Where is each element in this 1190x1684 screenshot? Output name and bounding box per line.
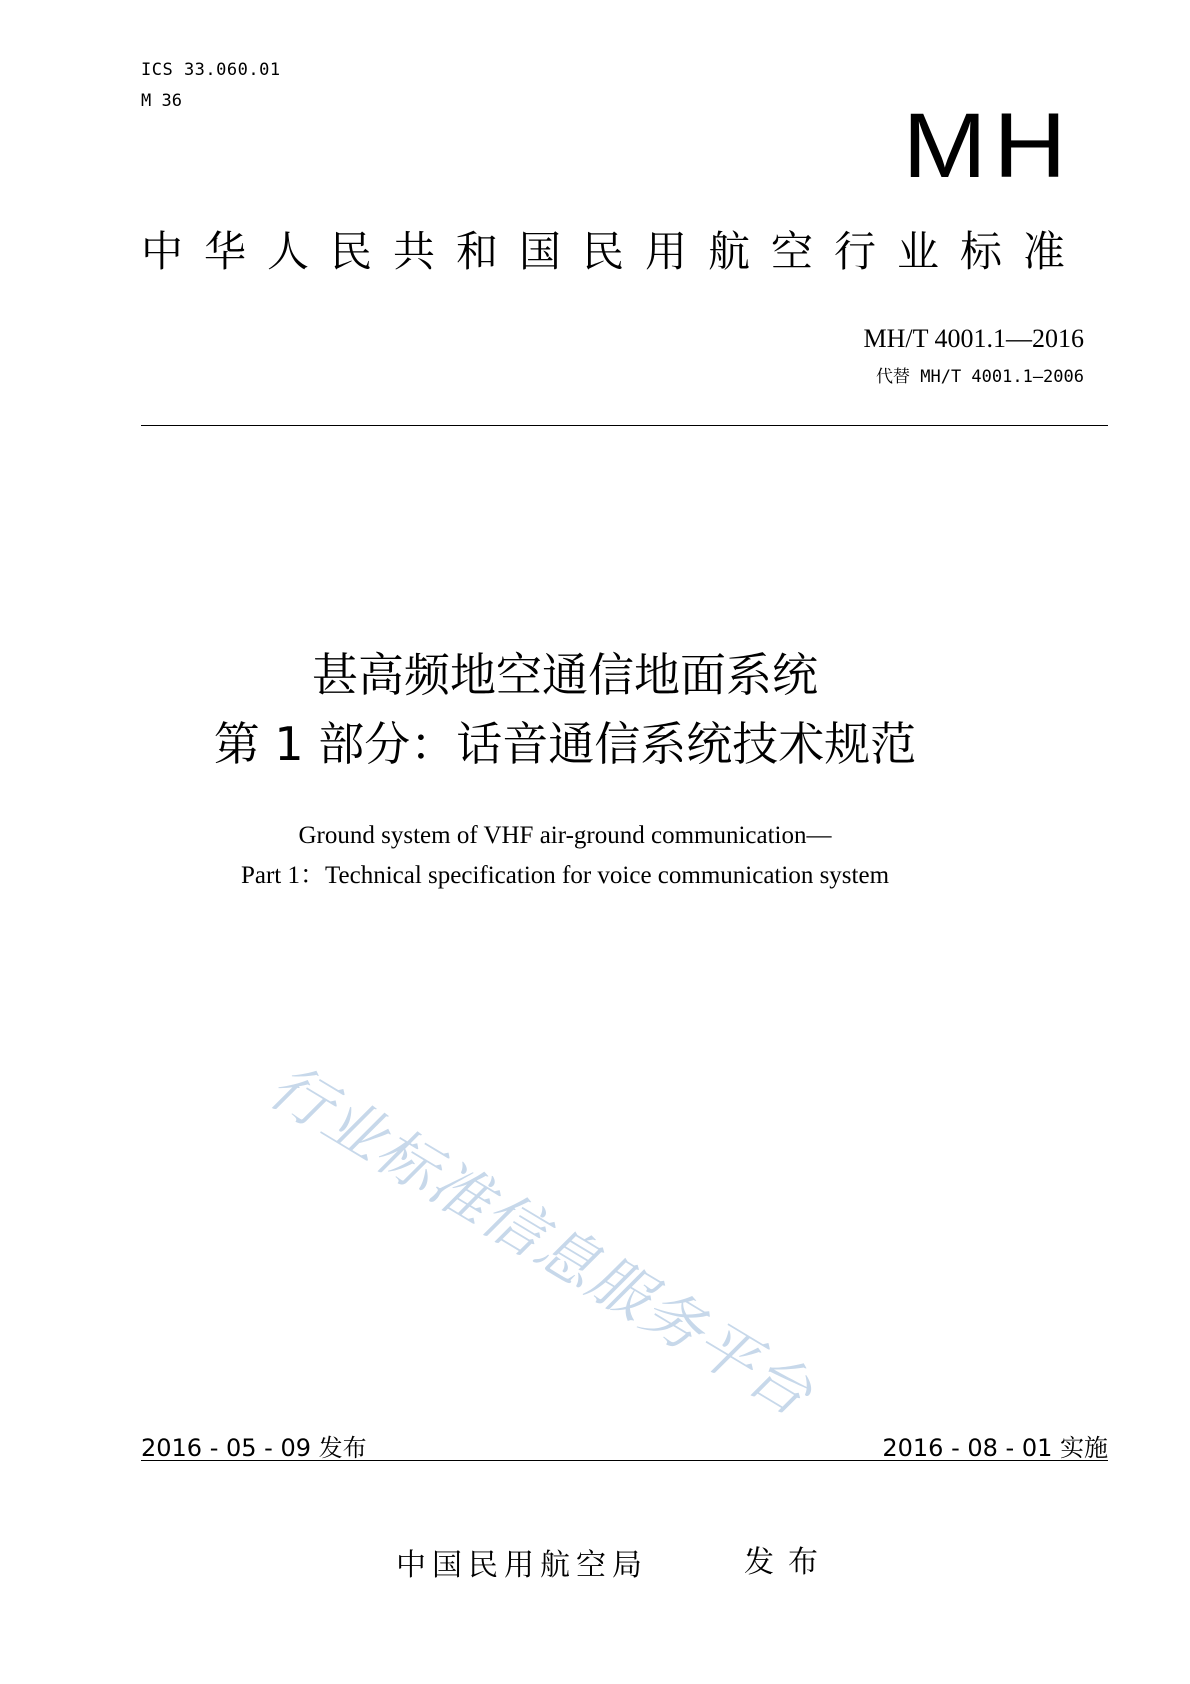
replaces-note: 代替 MH/T 4001.1—2006 (876, 367, 1084, 387)
category-code: M 36 (141, 91, 182, 111)
issuer-name: 中国民用航空局 (396, 1548, 648, 1583)
mh-logo: MH (902, 95, 1073, 197)
title-cn-line2: 第 1 部分：话音通信系统技术规范 (213, 717, 917, 771)
ics-code: ICS 33.060.01 (141, 60, 281, 80)
title-en-line2: Part 1：Technical specification for voice communication system (240, 862, 890, 889)
title-en-line1: Ground system of VHF air-ground communication— (298, 822, 832, 849)
publish-date: 2016 - 05 - 09 发布 (141, 1434, 367, 1462)
authority-title: 中华人民共和国民用航空行业标准 (141, 227, 1087, 276)
bottom-divider (141, 1460, 1108, 1461)
effective-date: 2016 - 08 - 01 实施 (882, 1434, 1108, 1462)
watermark: 行业标准信息服务平台 (257, 1051, 825, 1431)
issue-label: 发布 (744, 1545, 832, 1580)
standard-number: MH/T 4001.1—2016 (863, 324, 1084, 353)
title-cn-line1: 甚高频地空通信地面系统 (312, 648, 818, 702)
top-divider (141, 425, 1108, 426)
